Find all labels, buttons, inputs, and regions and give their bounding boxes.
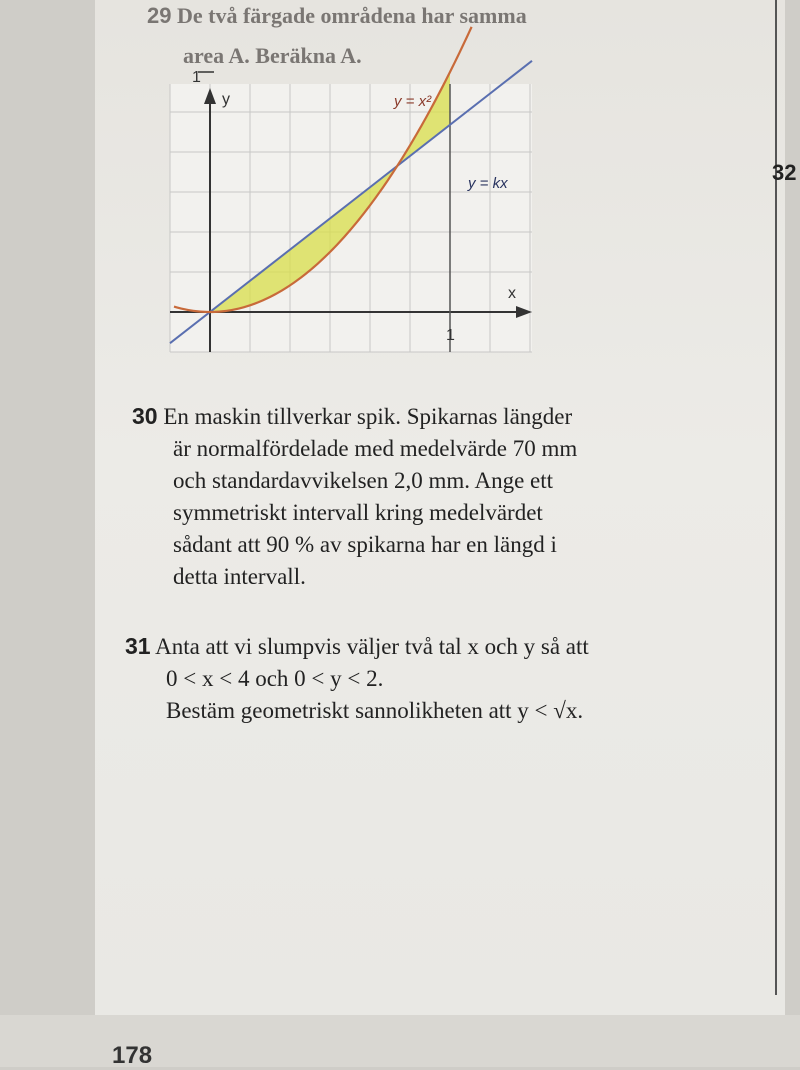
problem-text-line: och standardavvikelsen 2,0 mm. Ange ett	[173, 468, 554, 493]
problem-29	[147, 0, 527, 76]
column-divider	[775, 0, 777, 995]
parabola-label: y = x²	[394, 93, 432, 110]
problem-30	[132, 400, 732, 593]
page-number: 178	[112, 1042, 153, 1069]
x-axis-label: x	[508, 285, 516, 302]
problem-number: 29	[147, 3, 172, 28]
problem-31	[125, 630, 765, 727]
problem-text-line: detta intervall.	[173, 564, 306, 589]
problem-text-line: är normalfördelade med medelvärde 70 mm	[173, 436, 578, 461]
problem-number: 30	[132, 403, 158, 429]
problem-text-line: De två färgade områdena har samma	[176, 3, 527, 28]
problem-text-line: Anta att vi slumpvis väljer två tal x och y så att	[155, 634, 589, 659]
problem-text-line: sådant att 90 % av spikarna har en längd i	[173, 532, 557, 557]
next-problem-number: 32	[772, 160, 797, 185]
line-label: y = kx	[468, 175, 508, 192]
area-graph	[170, 69, 535, 354]
problem-text-line: area A. Beräkna A.	[183, 43, 362, 68]
y-tick-label: 1	[192, 69, 201, 86]
problem-text-line: Bestäm geometriskt sannolikheten att y < √x.	[166, 698, 584, 723]
x-tick-label: 1	[446, 327, 455, 344]
problem-text-line: symmetriskt intervall kring medelvärdet	[173, 500, 543, 525]
problem-number: 31	[125, 633, 151, 659]
problem-text-line: En maskin tillverkar spik. Spikarnas längder	[163, 404, 573, 429]
y-axis-label: y	[222, 91, 230, 108]
problem-text-line: 0 < x < 4 och 0 < y < 2.	[166, 666, 384, 691]
